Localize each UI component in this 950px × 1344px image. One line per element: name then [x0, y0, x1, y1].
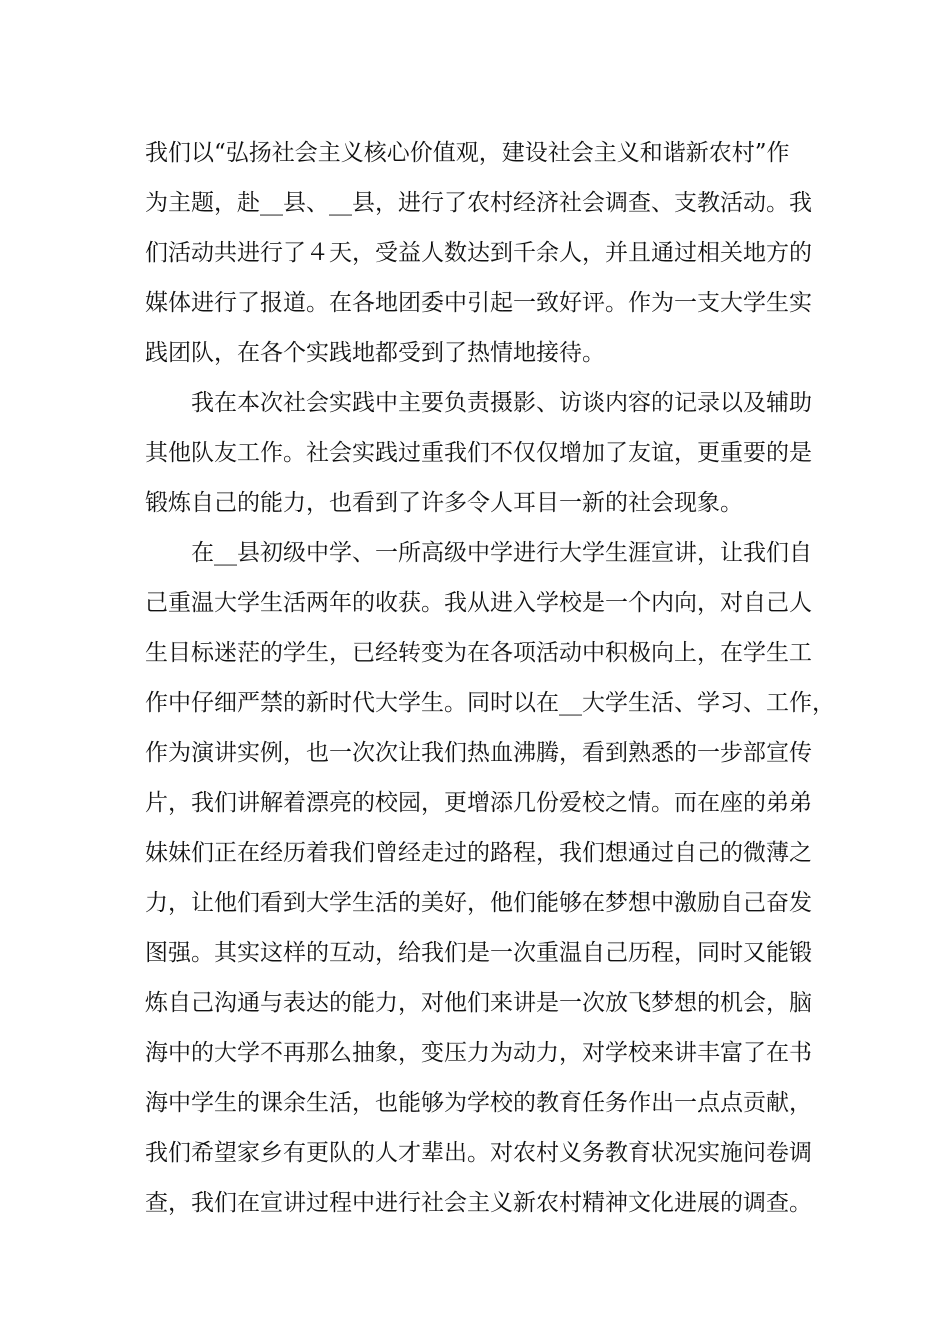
paragraph-2 [145, 378, 825, 528]
paragraph-line: 在__县初级中学、一所高级中学进行大学生涯宣讲，让我们自 [191, 540, 812, 566]
paragraph-line: 媒体进行了报道。在各地团委中引起一致好评。作为一支大学生实 [145, 290, 812, 316]
paragraph-line: 其他队友工作。社会实践过重我们不仅仅增加了友谊，更重要的是 [145, 440, 812, 466]
paragraph-line: 作中仔细严禁的新时代大学生。同时以在__大学生活、学习、工作， [145, 690, 835, 716]
paragraph-line: 力，让他们看到大学生活的美好，他们能够在梦想中激励自己奋发 [145, 890, 812, 916]
paragraph-line: 片，我们讲解着漂亮的校园，更增添几份爱校之情。而在座的弟弟 [145, 790, 812, 816]
paragraph-line: 我们希望家乡有更队的人才辈出。对农村义务教育状况实施问卷调 [145, 1140, 812, 1166]
paragraph-line: 查，我们在宣讲过程中进行社会主义新农村精神文化进展的调查。 [145, 1190, 812, 1216]
paragraph-line: 炼自己沟通与表达的能力，对他们来讲是一次放飞梦想的机会，脑 [145, 990, 812, 1016]
paragraph-line: 海中的大学不再那么抽象，变压力为动力，对学校来讲丰富了在书 [145, 1040, 812, 1066]
paragraph-line: 践团队，在各个实践地都受到了热情地接待。 [145, 340, 605, 366]
paragraph-line: 我在本次社会实践中主要负责摄影、访谈内容的记录以及辅助 [191, 390, 812, 416]
paragraph-1 [145, 128, 825, 378]
paragraph-line: 海中学生的课余生活，也能够为学校的教育任务作出一点点贡献， [145, 1090, 812, 1116]
paragraph-line: 妹妹们正在经历着我们曾经走过的路程，我们想通过自己的微薄之 [145, 840, 812, 866]
document-body [145, 128, 835, 1228]
paragraph-line: 我们以“弘扬社会主义核心价值观，建设社会主义和谐新农村”作 [145, 140, 790, 166]
paragraph-line: 们活动共进行了４天，受益人数达到千余人，并且通过相关地方的 [145, 240, 812, 266]
paragraph-line: 生目标迷茫的学生，已经转变为在各项活动中积极向上，在学生工 [145, 640, 812, 666]
paragraph-line: 锻炼自己的能力，也看到了许多令人耳目一新的社会现象。 [145, 490, 743, 516]
paragraph-line: 图强。其实这样的互动，给我们是一次重温自己历程，同时又能锻 [145, 940, 812, 966]
paragraph-line: 己重温大学生活两年的收获。我从进入学校是一个内向，对自己人 [145, 590, 812, 616]
paragraph-3 [145, 528, 835, 1228]
paragraph-line: 作为演讲实例，也一次次让我们热血沸腾，看到熟悉的一步部宣传 [145, 740, 812, 766]
paragraph-line: 为主题，赴__县、__县，进行了农村经济社会调查、支教活动。我 [145, 190, 812, 216]
